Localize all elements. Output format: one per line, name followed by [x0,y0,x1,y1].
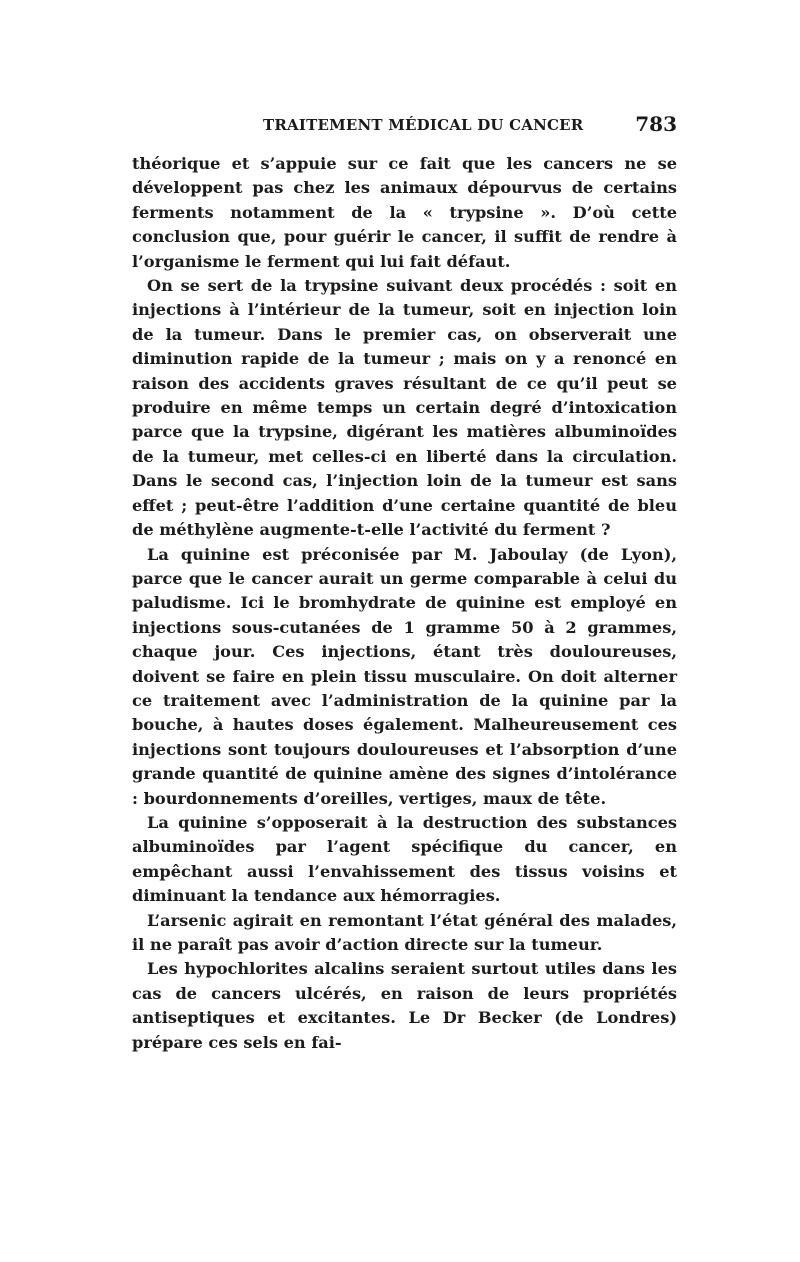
paragraph-quinine-action: La quinine s’opposerait à la destruction des substances albuminoïdes par l’agent spécifique du cancer, en empêchant aussi l’envahissement des tissus voisins et diminuant la tendance aux hémorragies. [132,812,677,906]
paragraph-quinine: La quinine est préconisée par M. Jaboulay (de Lyon), parce que le cancer aurait un germe comparable à celui du paludisme. Ici le bromhydrate de quinine est employé en injections sous-cutanées de 1 gramme 50 à 2 grammes, chaque jour. Ces injections, étant très douloureuses, doivent se faire en plein tissu musculaire. On doit alterner ce traitement avec l’administration de la quinine par la bouche, à hautes doses également. Malheureusement ces injections sont toujours douloureuses et l’absorption d’une grande quantité de quinine amène des signes d’intolérance : bourdonnements d’oreilles, vertiges, maux de tête. [132,544,677,808]
body-text [132,152,677,1055]
page-number: 783 [635,112,677,136]
running-title: TRAITEMENT MÉDICAL DU CANCER [263,116,584,134]
paragraph-trypsine: On se sert de la trypsine suivant deux procédés : soit en injections à l’intérieur de la tumeur, soit en injection loin de la tumeur. Dans le premier cas, on observerait une diminution rapide de la tumeur ; mais on y a renoncé en raison des accidents graves résultant de ce qu’il peut se produire en même temps un certain degré d’intoxication parce que la trypsine, digérant les matières albuminoïdes de la tumeur, met celles-ci en liberté dans la circulation. Dans le second cas, l’injection loin de la tumeur est sans effet ; peut-être l’addition d’une certaine quantité de bleu de méthylène augmente-t-elle l’activité du ferment ? [132,276,677,540]
paragraph-continuation: théorique et s’appuie sur ce fait que les cancers ne se développent pas chez les animaux dépourvus de certains ferments notamment de la « trypsine ». D’où cette conclusion que, pour guérir le cancer, il suffit de rendre à l’organisme le ferment qui lui fait défaut. [132,154,677,271]
paragraph-arsenic: L’arsenic agirait en remontant l’état général des malades, il ne paraît pas avoir d’action directe sur la tumeur. [132,910,677,954]
paragraph-hypochlorites: Les hypochlorites alcalins seraient surtout utiles dans les cas de cancers ulcérés, en raison de leurs propriétés antiseptiques et excitantes. Le Dr Becker (de Londres) prépare ces sels en fai- [132,959,677,1052]
running-head [132,112,677,142]
